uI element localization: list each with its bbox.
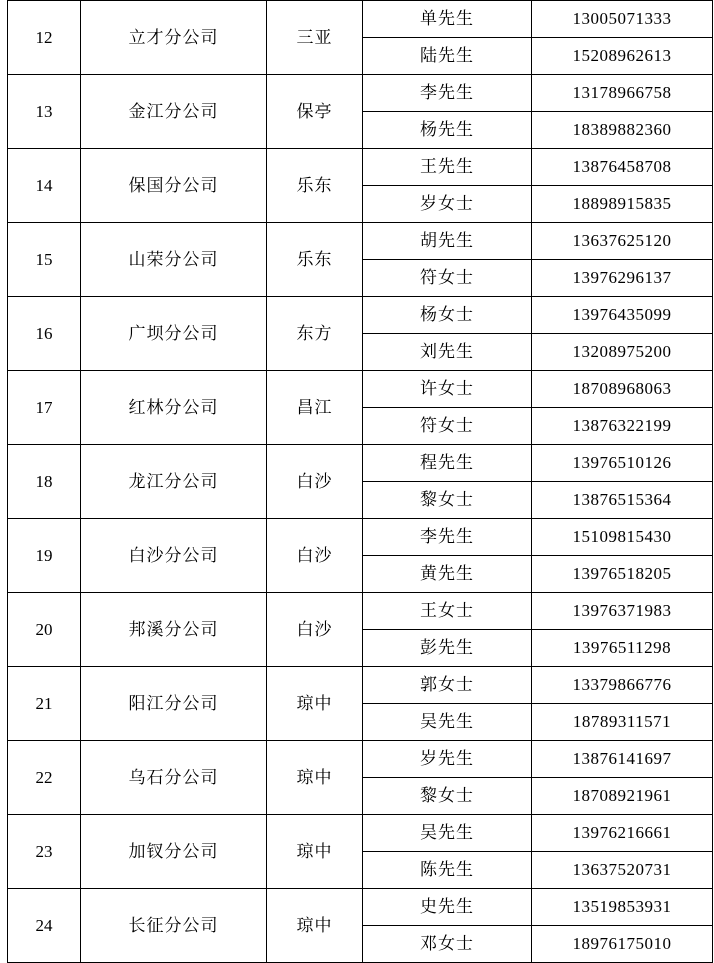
cell-contact-phone: 13005071333 bbox=[532, 1, 713, 38]
cell-contact-phone: 13976216661 bbox=[532, 815, 713, 852]
cell-branch: 山荣分公司 bbox=[81, 223, 267, 297]
cell-contact-name: 黄先生 bbox=[363, 556, 532, 593]
cell-contact-name: 王女士 bbox=[363, 593, 532, 630]
cell-contact-name: 岁先生 bbox=[363, 741, 532, 778]
cell-contact-phone: 15109815430 bbox=[532, 519, 713, 556]
cell-contact-name: 黎女士 bbox=[363, 482, 532, 519]
cell-index: 14 bbox=[8, 149, 81, 223]
cell-contact-phone: 13976371983 bbox=[532, 593, 713, 630]
cell-contact-name: 刘先生 bbox=[363, 334, 532, 371]
cell-contact-name: 邓女士 bbox=[363, 926, 532, 963]
cell-index: 13 bbox=[8, 75, 81, 149]
cell-contact-name: 程先生 bbox=[363, 445, 532, 482]
table-row bbox=[8, 371, 713, 408]
cell-contact-name: 王先生 bbox=[363, 149, 532, 186]
cell-contact-name: 李先生 bbox=[363, 75, 532, 112]
cell-contact-phone: 18389882360 bbox=[532, 112, 713, 149]
table-row bbox=[8, 741, 713, 778]
cell-contact-name: 李先生 bbox=[363, 519, 532, 556]
cell-area: 琼中 bbox=[267, 815, 363, 889]
cell-contact-phone: 13976296137 bbox=[532, 260, 713, 297]
cell-contact-name: 许女士 bbox=[363, 371, 532, 408]
cell-contact-phone: 13976511298 bbox=[532, 630, 713, 667]
cell-branch: 阳江分公司 bbox=[81, 667, 267, 741]
cell-contact-name: 彭先生 bbox=[363, 630, 532, 667]
cell-area: 白沙 bbox=[267, 593, 363, 667]
cell-contact-phone: 13976518205 bbox=[532, 556, 713, 593]
cell-contact-name: 胡先生 bbox=[363, 223, 532, 260]
cell-contact-phone: 13876322199 bbox=[532, 408, 713, 445]
cell-index: 22 bbox=[8, 741, 81, 815]
cell-branch: 保国分公司 bbox=[81, 149, 267, 223]
cell-contact-phone: 13876458708 bbox=[532, 149, 713, 186]
cell-contact-phone: 13976435099 bbox=[532, 297, 713, 334]
cell-index: 23 bbox=[8, 815, 81, 889]
table-row bbox=[8, 889, 713, 926]
cell-area: 保亭 bbox=[267, 75, 363, 149]
cell-contact-phone: 18708921961 bbox=[532, 778, 713, 815]
cell-contact-name: 史先生 bbox=[363, 889, 532, 926]
cell-contact-phone: 18708968063 bbox=[532, 371, 713, 408]
cell-area: 琼中 bbox=[267, 889, 363, 963]
cell-contact-phone: 13379866776 bbox=[532, 667, 713, 704]
cell-contact-phone: 13976510126 bbox=[532, 445, 713, 482]
cell-contact-phone: 13637520731 bbox=[532, 852, 713, 889]
cell-branch: 龙江分公司 bbox=[81, 445, 267, 519]
cell-contact-phone: 13876515364 bbox=[532, 482, 713, 519]
cell-contact-name: 吴先生 bbox=[363, 704, 532, 741]
cell-area: 三亚 bbox=[267, 1, 363, 75]
cell-branch: 金江分公司 bbox=[81, 75, 267, 149]
cell-index: 20 bbox=[8, 593, 81, 667]
cell-index: 24 bbox=[8, 889, 81, 963]
table-row bbox=[8, 149, 713, 186]
cell-contact-phone: 18898915835 bbox=[532, 186, 713, 223]
cell-area: 白沙 bbox=[267, 445, 363, 519]
cell-contact-name: 黎女士 bbox=[363, 778, 532, 815]
cell-contact-name: 符女士 bbox=[363, 260, 532, 297]
cell-contact-name: 杨女士 bbox=[363, 297, 532, 334]
cell-area: 乐东 bbox=[267, 223, 363, 297]
cell-index: 21 bbox=[8, 667, 81, 741]
cell-contact-phone: 13178966758 bbox=[532, 75, 713, 112]
table-row bbox=[8, 223, 713, 260]
cell-area: 东方 bbox=[267, 297, 363, 371]
cell-branch: 红林分公司 bbox=[81, 371, 267, 445]
cell-contact-name: 单先生 bbox=[363, 1, 532, 38]
cell-contact-phone: 13876141697 bbox=[532, 741, 713, 778]
cell-contact-name: 陆先生 bbox=[363, 38, 532, 75]
cell-contact-name: 岁女士 bbox=[363, 186, 532, 223]
cell-branch: 加钗分公司 bbox=[81, 815, 267, 889]
table-row bbox=[8, 297, 713, 334]
cell-branch: 广坝分公司 bbox=[81, 297, 267, 371]
cell-area: 琼中 bbox=[267, 667, 363, 741]
contact-table bbox=[7, 0, 713, 963]
cell-index: 12 bbox=[8, 1, 81, 75]
cell-area: 昌江 bbox=[267, 371, 363, 445]
cell-contact-phone: 15208962613 bbox=[532, 38, 713, 75]
table-row bbox=[8, 445, 713, 482]
table-row bbox=[8, 75, 713, 112]
cell-contact-phone: 13519853931 bbox=[532, 889, 713, 926]
cell-index: 17 bbox=[8, 371, 81, 445]
table-row bbox=[8, 593, 713, 630]
cell-contact-name: 符女士 bbox=[363, 408, 532, 445]
cell-area: 琼中 bbox=[267, 741, 363, 815]
cell-contact-name: 杨先生 bbox=[363, 112, 532, 149]
cell-contact-phone: 18976175010 bbox=[532, 926, 713, 963]
cell-contact-phone: 13208975200 bbox=[532, 334, 713, 371]
cell-index: 16 bbox=[8, 297, 81, 371]
cell-contact-phone: 13637625120 bbox=[532, 223, 713, 260]
cell-area: 乐东 bbox=[267, 149, 363, 223]
table-row bbox=[8, 1, 713, 38]
cell-index: 19 bbox=[8, 519, 81, 593]
table-row bbox=[8, 667, 713, 704]
cell-branch: 乌石分公司 bbox=[81, 741, 267, 815]
cell-area: 白沙 bbox=[267, 519, 363, 593]
cell-contact-name: 吴先生 bbox=[363, 815, 532, 852]
cell-branch: 白沙分公司 bbox=[81, 519, 267, 593]
table-row bbox=[8, 815, 713, 852]
cell-branch: 立才分公司 bbox=[81, 1, 267, 75]
table-row bbox=[8, 519, 713, 556]
cell-index: 18 bbox=[8, 445, 81, 519]
cell-contact-name: 郭女士 bbox=[363, 667, 532, 704]
cell-branch: 邦溪分公司 bbox=[81, 593, 267, 667]
cell-branch: 长征分公司 bbox=[81, 889, 267, 963]
contact-table-body bbox=[8, 1, 713, 963]
cell-contact-name: 陈先生 bbox=[363, 852, 532, 889]
cell-index: 15 bbox=[8, 223, 81, 297]
cell-contact-phone: 18789311571 bbox=[532, 704, 713, 741]
